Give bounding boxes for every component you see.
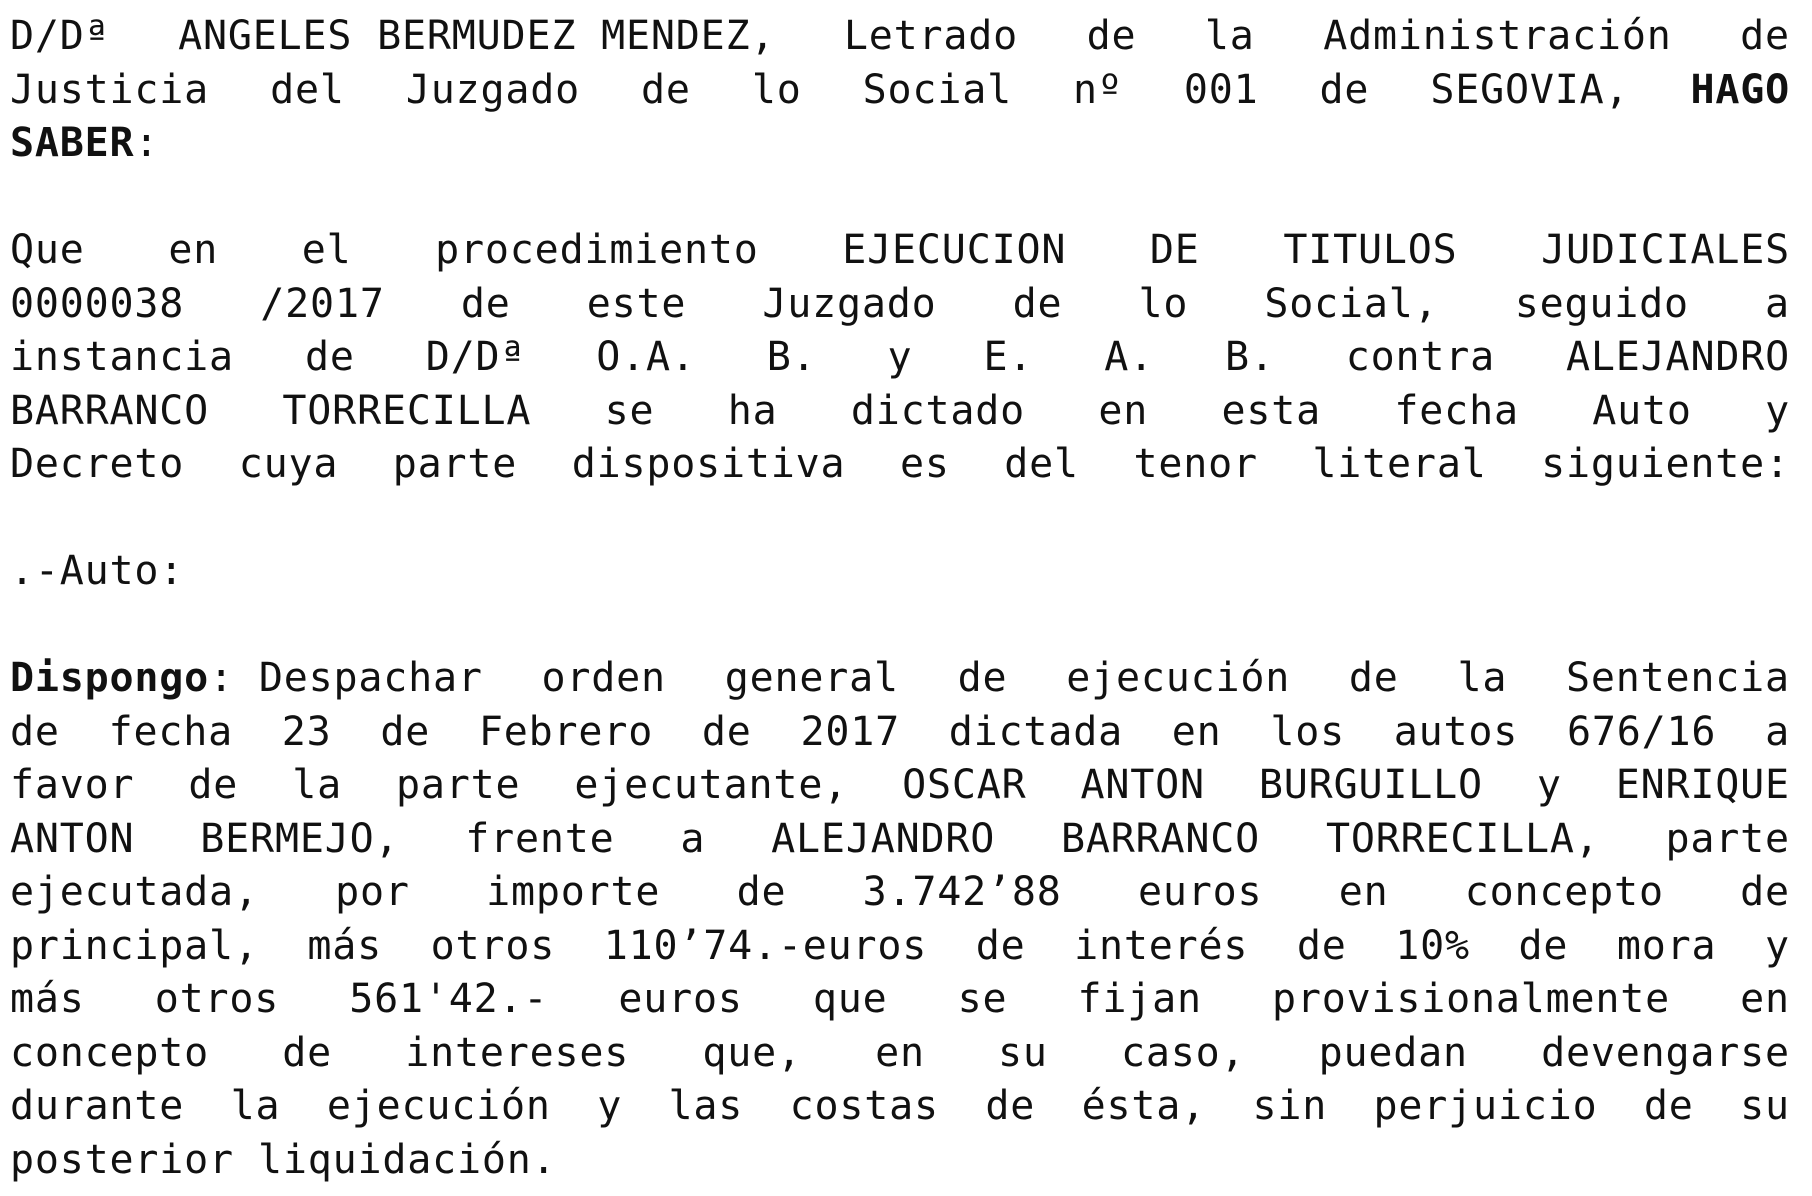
word: Letrado: [843, 13, 1019, 59]
word: 10%: [1395, 922, 1470, 969]
word: concepto: [1464, 869, 1664, 915]
dispongo-line-7: [10, 973, 1790, 1027]
word: ésta,: [1081, 1083, 1206, 1129]
word: otros: [430, 922, 556, 969]
saber-keyword: SABER: [10, 120, 135, 166]
word: intereses: [405, 1029, 630, 1076]
auto-heading-text: .-Auto:: [10, 548, 185, 594]
word: Juzgado: [762, 280, 937, 327]
word: orden: [541, 655, 666, 701]
word: D/Dª: [10, 13, 110, 59]
word: TITULOS: [1283, 227, 1458, 273]
word: frente: [465, 815, 615, 862]
word: se: [604, 387, 655, 434]
word: TORRECILLA: [282, 387, 532, 434]
word: el: [301, 227, 352, 273]
word: de: [1086, 13, 1137, 59]
word: se: [957, 976, 1008, 1022]
word: seguido: [1514, 280, 1689, 327]
word: otros: [154, 976, 280, 1022]
intro-line-4: [10, 385, 1790, 439]
word: de: [985, 1083, 1036, 1129]
word: lo: [1138, 280, 1189, 327]
auto-heading: [10, 545, 1790, 599]
word: fecha: [108, 708, 233, 755]
word: BURGUILLO: [1258, 762, 1483, 808]
word: JUDICIALES: [1541, 227, 1790, 273]
word: la: [1457, 655, 1508, 701]
word: SEGOVIA,: [1430, 66, 1630, 113]
dispongo-line-5: [10, 866, 1790, 920]
word: B.: [1224, 334, 1275, 380]
paragraph-spacer: [10, 171, 1790, 225]
word: de: [1740, 13, 1790, 59]
header-line-3: [10, 117, 1790, 171]
word: dictada: [948, 708, 1123, 755]
word: la: [1204, 13, 1255, 59]
word: DE: [1149, 227, 1200, 273]
word: Decreto: [10, 441, 185, 487]
word: provisionalmente: [1271, 976, 1671, 1022]
word: EJECUCION: [842, 227, 1067, 273]
intro-line-1: [10, 224, 1790, 278]
word: la: [292, 762, 342, 808]
word: ENRIQUE: [1615, 762, 1790, 808]
word: TORRECILLA,: [1325, 815, 1600, 862]
word: dictado: [850, 387, 1026, 434]
word: literal: [1312, 441, 1487, 487]
word: de: [460, 280, 511, 327]
word: del: [270, 66, 345, 113]
word: parte: [1665, 815, 1790, 862]
word: D/Dª: [425, 334, 526, 380]
word: Justicia: [10, 66, 210, 113]
word: ejecución: [326, 1083, 551, 1129]
word: perjuicio: [1373, 1083, 1598, 1129]
word: Sentencia: [1565, 655, 1790, 701]
word: a: [1764, 280, 1790, 327]
word: de: [641, 66, 691, 113]
dispongo-line-10: [10, 1134, 1790, 1188]
word: de: [1740, 869, 1790, 915]
word: Que: [10, 227, 85, 273]
word: ALEJANDRO: [1566, 334, 1790, 380]
word: del: [1004, 441, 1079, 487]
word: a: [680, 815, 706, 862]
word: ha: [727, 387, 778, 434]
dispongo-line-6: [10, 920, 1790, 974]
word: su: [1740, 1083, 1790, 1129]
word: Febrero: [478, 708, 654, 755]
word: A.: [1104, 334, 1154, 380]
word: euros: [618, 976, 743, 1022]
intro-line-2: [10, 278, 1790, 332]
word: de: [1319, 66, 1370, 113]
dispongo-line-1: [10, 652, 1790, 706]
dispongo-keyword: Dispongo: [10, 655, 210, 701]
word: en: [1338, 869, 1389, 915]
word: en: [875, 1029, 925, 1076]
word: Administración: [1323, 13, 1672, 59]
word: cuya: [238, 441, 339, 487]
dispongo-line-8: [10, 1027, 1790, 1081]
dispongo-line-9: [10, 1080, 1790, 1134]
word: devengarse: [1541, 1029, 1790, 1076]
intro-line-3: [10, 331, 1790, 385]
word: de: [957, 655, 1008, 701]
word: parte: [395, 762, 521, 808]
word: de: [975, 922, 1026, 969]
word: y: [1765, 387, 1790, 434]
word: en: [1171, 708, 1222, 755]
word: BERMEJO,: [200, 815, 400, 862]
word: y: [887, 334, 913, 380]
word: de: [1012, 280, 1063, 327]
word: : Despachar: [209, 655, 483, 701]
word: de: [1643, 1083, 1694, 1129]
word: ALEJANDRO: [771, 815, 996, 862]
word: liquidación.: [257, 1136, 557, 1183]
word: ANTON: [1080, 762, 1205, 808]
word: costas: [789, 1083, 939, 1129]
word: de: [701, 708, 752, 755]
dispongo-line-4: [10, 813, 1790, 867]
word: puedan: [1318, 1029, 1468, 1076]
word: los: [1270, 708, 1345, 755]
word: y: [597, 1083, 623, 1129]
word: instancia: [10, 334, 234, 380]
word: de: [188, 762, 239, 808]
word: lo: [751, 66, 802, 113]
word: mora: [1616, 922, 1717, 969]
word: interés: [1074, 922, 1249, 969]
word: 676/16: [1567, 708, 1717, 755]
word: 3.742’88: [862, 869, 1062, 915]
word: de: [1518, 922, 1569, 969]
word: tenor: [1133, 441, 1258, 487]
document-page: [10, 10, 1790, 1187]
word: contra: [1345, 334, 1496, 380]
word: dispositiva: [571, 441, 846, 487]
word: Social: [862, 66, 1012, 113]
word: BARRANCO: [10, 387, 210, 434]
word: de: [10, 708, 60, 755]
word: más: [307, 922, 383, 969]
word: OSCAR: [902, 762, 1027, 808]
word: O.A.: [596, 334, 696, 380]
word: de: [380, 708, 431, 755]
word: ANGELES BERMUDEZ MENDEZ,: [178, 13, 776, 59]
word: fijan: [1077, 976, 1202, 1022]
intro-line-5: [10, 438, 1790, 492]
word: concepto: [10, 1029, 210, 1076]
hago-keyword: HAGO: [1690, 66, 1790, 113]
word: en: [168, 227, 219, 273]
word: que,: [702, 1029, 802, 1076]
dispongo-line-3: [10, 759, 1790, 813]
word: ejecución: [1066, 655, 1291, 701]
word: y: [1536, 762, 1562, 808]
header-line-2: [10, 64, 1790, 118]
word: las: [668, 1083, 744, 1129]
word: sin: [1252, 1083, 1328, 1129]
word: en: [1098, 387, 1149, 434]
word: nº: [1073, 66, 1123, 113]
word: general: [724, 655, 899, 701]
word: este: [586, 280, 687, 327]
word: ejecutada,: [10, 869, 259, 915]
word: Juzgado: [405, 66, 580, 113]
word: autos: [1393, 708, 1519, 755]
word: de: [736, 869, 787, 915]
dispongo-line-2: [10, 706, 1790, 760]
word: en: [1740, 976, 1790, 1022]
word: Social,: [1264, 280, 1439, 327]
word: euros: [1137, 869, 1263, 915]
word: fecha: [1394, 387, 1519, 434]
word: y: [1764, 922, 1790, 969]
colon: :: [134, 120, 160, 166]
dispongo-first-chunk: [10, 652, 483, 706]
word: más: [10, 976, 85, 1022]
word: importe: [486, 869, 661, 915]
word: favor: [10, 762, 135, 808]
word: por: [335, 869, 410, 915]
word: esta: [1221, 387, 1322, 434]
word: 23: [281, 708, 332, 755]
paragraph-spacer: [10, 599, 1790, 653]
word: que: [812, 976, 888, 1022]
word: E.: [983, 334, 1034, 380]
word: posterior: [10, 1136, 234, 1183]
word: principal,: [10, 922, 259, 969]
word: 001: [1183, 66, 1259, 113]
word: durante: [10, 1083, 185, 1129]
word: procedimiento: [435, 227, 759, 273]
word: 0000038: [10, 280, 185, 327]
word: caso,: [1120, 1029, 1246, 1076]
word: de: [1348, 655, 1399, 701]
word: ejecutante,: [574, 762, 849, 808]
word: /2017: [260, 280, 385, 327]
word: la: [230, 1083, 281, 1129]
word: siguiente:: [1541, 441, 1790, 487]
word: parte: [392, 441, 518, 487]
word: su: [998, 1029, 1048, 1076]
header-line-1: [10, 10, 1790, 64]
word: 2017: [800, 708, 900, 755]
word: BARRANCO: [1061, 815, 1261, 862]
word: es: [899, 441, 950, 487]
word: de: [1296, 922, 1347, 969]
word: ANTON: [10, 815, 135, 862]
word: Auto: [1592, 387, 1692, 434]
word: a: [1765, 708, 1790, 755]
word: 110’74.-euros: [603, 922, 928, 969]
paragraph-spacer: [10, 492, 1790, 546]
word: de: [304, 334, 355, 380]
word: de: [282, 1029, 333, 1076]
word: 561'42.-: [349, 976, 549, 1022]
word: B.: [766, 334, 817, 380]
